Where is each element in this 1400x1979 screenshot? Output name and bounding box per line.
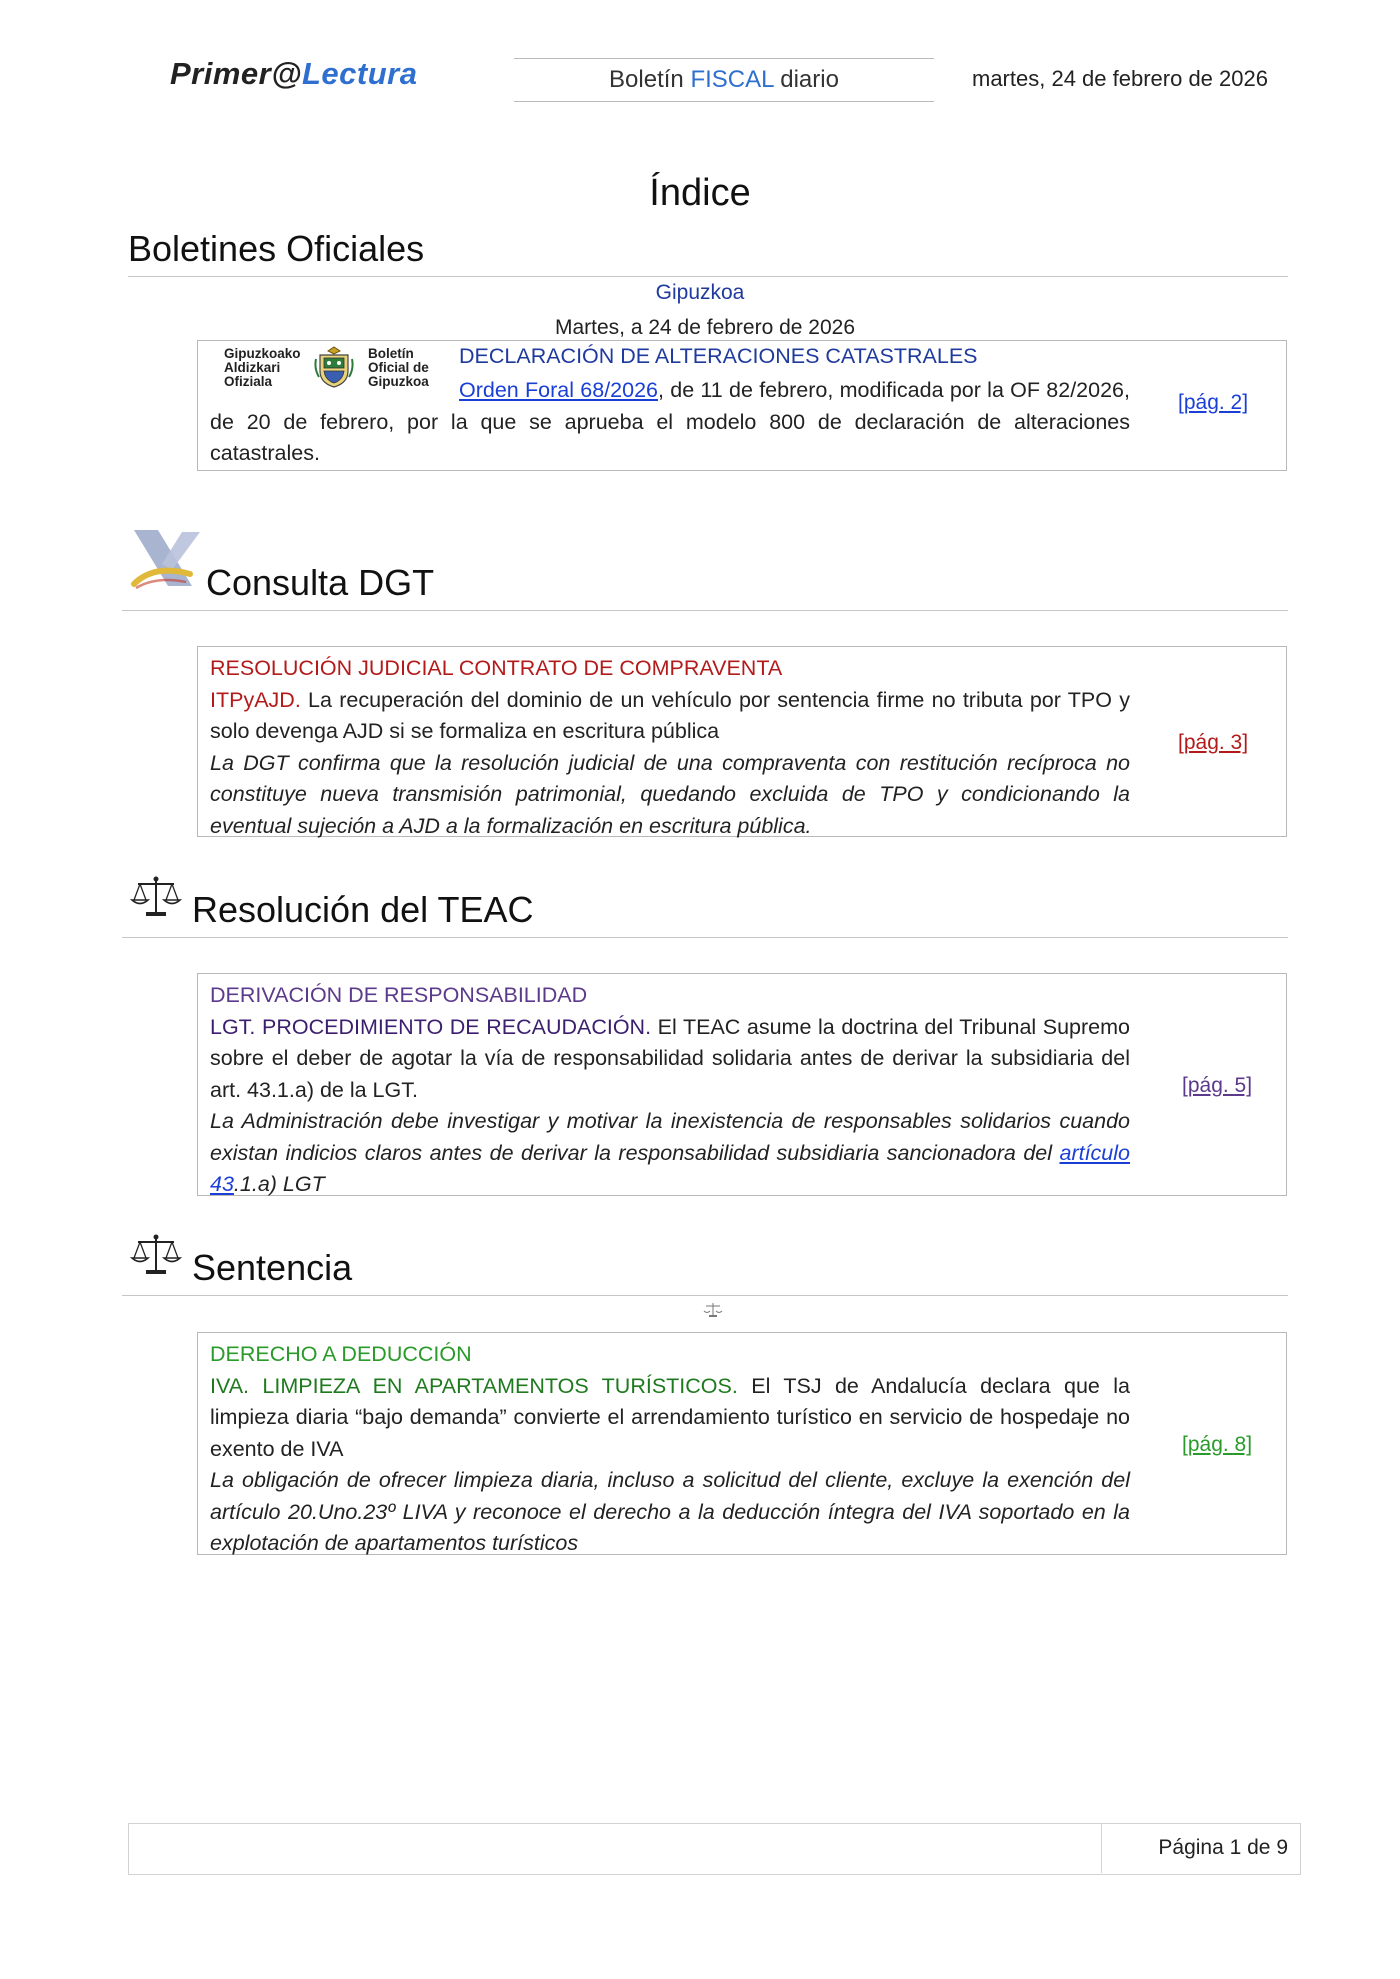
bog-category: DECLARACIÓN DE ALTERACIONES CATASTRALES [459,344,978,368]
bog-entry[interactable] [197,340,1287,471]
index-title: Índice [649,172,751,214]
scales-of-justice-icon [130,874,182,920]
sentencia-text: El TSJ de Andalucía declara que la limpieza diaria “bajo demanda” convierte el arrendamiento turístico en servicio de hospedaje no exento de IVA [210,1373,1130,1461]
dgt-category: RESOLUCIÓN JUDICIAL CONTRATO DE COMPRAVENTA [210,656,783,680]
teac-page-link[interactable]: [pág. 5] [1182,1074,1253,1097]
bog-logo-text-right: Boletín Oficial de Gipuzkoa [368,346,429,389]
bulletin-title [514,58,934,102]
section-title-dgt: Consulta DGT [206,562,435,603]
bog-page-link[interactable]: [pág. 2] [1178,391,1249,414]
page-footer [128,1823,1301,1875]
section-title-boletines: Boletines Oficiales [128,228,425,269]
bog-description [210,375,1130,470]
bog-date: Martes, a 24 de febrero de 2026 [554,316,856,339]
section-rule [122,1295,1288,1296]
dgt-text: La recuperación del dominio de un vehículo por sentencia firme no tributa por TPO y solo devenga AJD si se formaliza en escritura pública [210,687,1130,743]
sentencia-lead: IVA. LIMPIEZA EN APARTAMENTOS TURÍSTICOS. [210,1373,738,1398]
bulletin-title-pre: Boletín [609,66,691,93]
dgt-entry-body [210,653,1130,842]
teac-summary-pre: La Administración debe investigar y motivar la inexistencia de responsables solidarios cuando existan indicios claros antes de derivar la responsabilidad subsidiaria sancionadora del [210,1109,1130,1165]
teac-summary [210,1106,1130,1201]
bog-description-text: , de 11 de febrero, modificada por la OF 82/2026, de 20 de febrero, por la que se aprueba el modelo 800 de declaración de alteraciones catastrales. [210,378,1130,465]
scales-of-justice-icon [130,1232,182,1278]
bog-logo-text-left: Gipuzkoako Aldizkari Ofiziala [224,346,301,389]
agencia-tributaria-icon [128,526,206,594]
sentencia-page-link[interactable]: [pág. 8] [1182,1433,1253,1456]
section-rule [122,610,1288,611]
brand-logo [170,56,417,92]
section-title-sentencia: Sentencia [192,1247,353,1288]
brand-part2: Lectura [301,56,418,91]
page-number: Página 1 de 9 [1158,1836,1288,1859]
dgt-summary: La DGT confirma que la resolución judicial de una compraventa con restitución recíproca no constituye nueva transmisión patrimonial, quedando excluida de TPO y condicionando la eventual sujeción a AJD a la formalización en escritura pública. [210,750,1130,838]
region-label: Gipuzkoa [655,281,745,304]
bulletin-title-post: diario [773,66,839,93]
brand-part1: Primer@ [170,56,302,91]
section-title-teac: Resolución del TEAC [192,889,534,930]
articulo-43-link[interactable]: artículo 43 [210,1140,1130,1196]
bulletin-title-accent: FISCAL [690,66,774,93]
teac-category: DERIVACIÓN DE RESPONSABILIDAD [210,983,588,1007]
sentencia-summary: La obligación de ofrecer limpieza diaria, incluso a solicitud del cliente, excluye la exención del artículo 20.Uno.23º LIVA y reconoce el derecho a la deducción íntegra del IVA soportado en la explotación de apartamentos turísticos [210,1468,1130,1555]
dgt-page-link[interactable]: [pág. 3] [1178,731,1249,754]
teac-entry-body [210,980,1130,1201]
orden-foral-link[interactable]: Orden Foral 68/2026 [459,378,658,402]
teac-entry[interactable] [197,973,1287,1196]
sentencia-entry-body [210,1339,1130,1560]
header-date: martes, 24 de febrero de 2026 [972,66,1268,91]
sentencia-entry[interactable] [197,1332,1287,1555]
teac-lead: LGT. PROCEDIMIENTO DE RECAUDACIÓN. [210,1014,652,1039]
small-scales-icon [703,1302,723,1318]
section-rule [128,276,1288,277]
dgt-lead: ITPyAJD. [210,687,301,712]
dgt-entry[interactable] [197,646,1287,837]
teac-text: El TEAC asume la doctrina del Tribunal Supremo sobre el deber de agotar la vía de responsabilidad solidaria antes de derivar la subsidiaria del art. 43.1.a) de la LGT. [210,1014,1131,1102]
footer-divider [1101,1824,1102,1873]
teac-summary-post: .1.a) LGT [233,1172,325,1196]
section-rule [122,937,1288,938]
sentencia-category: DERECHO A DEDUCCIÓN [210,1342,472,1366]
